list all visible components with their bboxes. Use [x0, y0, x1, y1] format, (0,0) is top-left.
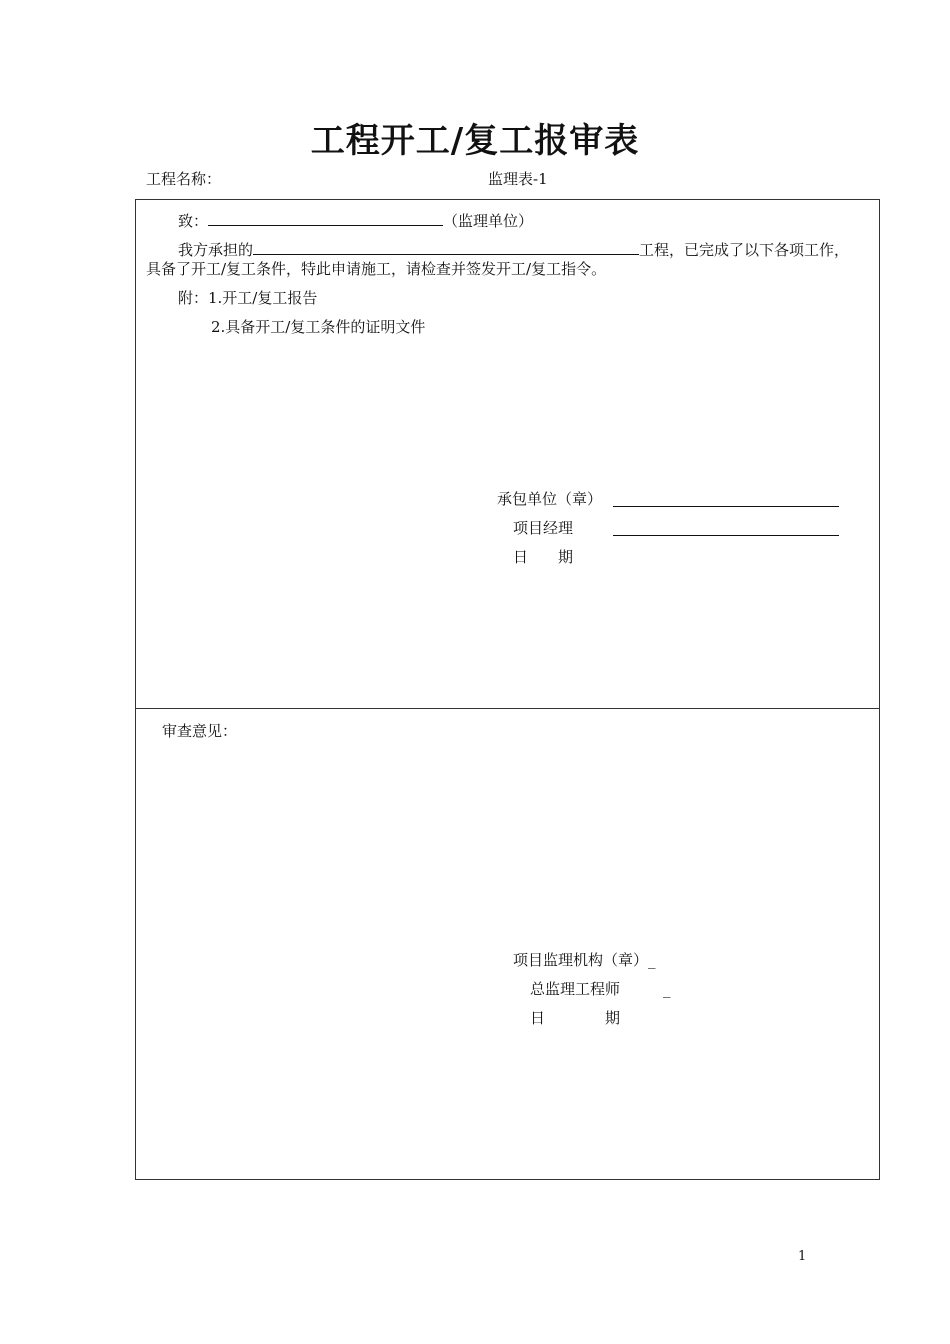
application-body-line2: 具备了开工/复工条件，特此申请施工，请检查并签发开工/复工指令。: [146, 260, 607, 278]
section-divider: [135, 708, 880, 709]
form-table: [135, 199, 880, 1180]
attachment-1: 附：1.开工/复工报告: [178, 289, 318, 307]
body-prefix: 我方承担的: [178, 241, 254, 259]
project-name-label: 工程名称：: [146, 170, 222, 188]
attachment-2: 2.具备开工/复工条件的证明文件: [211, 318, 426, 336]
review-opinion-label: 审查意见：: [162, 722, 238, 740]
addressee-line: [178, 212, 533, 230]
chief-engineer-label: 总监理工程师: [530, 980, 621, 998]
supervisor-unit-field[interactable]: [208, 225, 443, 226]
page-number: 1: [798, 1249, 807, 1264]
body-suffix: 工程，已完成了以下各项工作，: [639, 241, 850, 259]
to-label: 致：: [178, 212, 209, 230]
contractor-signature-line[interactable]: [613, 506, 839, 507]
manager-label: 项目经理: [513, 519, 574, 537]
supervision-org-label: 项目监理机构（章）_: [513, 951, 656, 969]
application-body-line1: [178, 241, 849, 259]
contractor-label: 承包单位（章）: [497, 490, 603, 508]
form-code: 监理表-1: [488, 170, 548, 188]
to-suffix: （监理单位）: [443, 212, 534, 230]
chief-engineer-blank[interactable]: _: [663, 980, 671, 998]
review-date-label: 日 期: [530, 1009, 621, 1027]
application-date-label: 日 期: [513, 548, 574, 566]
page-title: 工程开工/复工报审表: [310, 121, 640, 161]
project-field[interactable]: [253, 254, 639, 255]
manager-signature-line[interactable]: [613, 535, 839, 536]
